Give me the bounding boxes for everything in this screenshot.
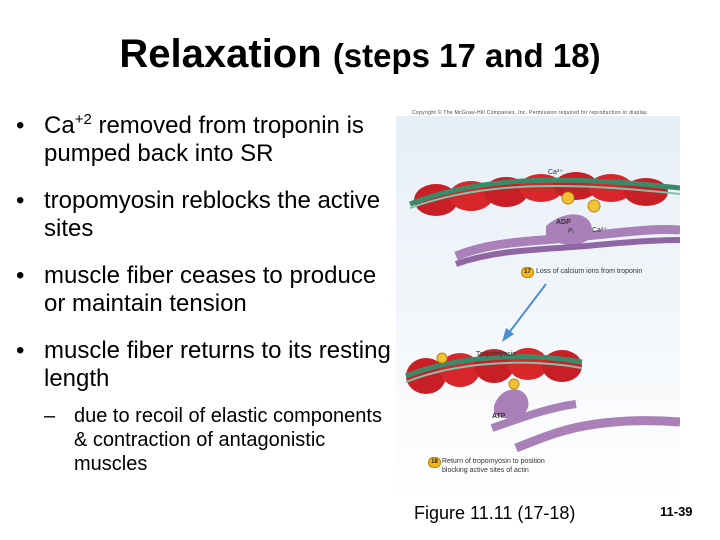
atp-label: ATP bbox=[492, 413, 506, 420]
bullet-text: tropomyosin reblocks the active sites bbox=[44, 187, 381, 242]
relaxation-figure bbox=[396, 108, 680, 504]
figure-caption: Figure 11.11 (17-18) bbox=[414, 503, 576, 523]
troponin-icon bbox=[562, 192, 574, 204]
calcium-label-mid: Ca²⁺ bbox=[592, 227, 607, 234]
title-sub: (steps 17 and 18) bbox=[332, 37, 601, 74]
superscript-charge: +2 bbox=[74, 111, 92, 128]
adp-label: ADP bbox=[556, 219, 571, 226]
step-18-description-line2: blocking active sites of actin bbox=[442, 467, 529, 474]
tropomyosin-label: Tropomyosin bbox=[476, 351, 517, 358]
bullet-text-suffix: removed from troponin is pumped back into SR bbox=[44, 112, 364, 167]
subbullet-text: due to recoil of elastic components & contraction of antagonistic muscles bbox=[74, 405, 382, 475]
bullet-item-resting-length: • muscle fiber returns to its resting length bbox=[16, 337, 391, 392]
bullet-item-tension: • muscle fiber ceases to produce or maintain tension bbox=[16, 262, 377, 317]
step-18-badge: 18 bbox=[428, 457, 441, 468]
title-main: Relaxation bbox=[119, 32, 322, 76]
step-18-description-line1: Return of tropomyosin to position bbox=[442, 458, 545, 465]
bullet-list bbox=[14, 112, 394, 476]
slide-title bbox=[0, 30, 720, 80]
phosphate-label: Pᵢ bbox=[568, 228, 574, 235]
bullet-text: muscle fiber ceases to produce or maintain tension bbox=[44, 262, 377, 317]
bullet-text: muscle fiber returns to its resting length bbox=[44, 337, 391, 392]
bullet-text-prefix: Ca bbox=[44, 112, 75, 139]
step-17-badge: 17 bbox=[521, 267, 534, 278]
bullet-item-ca-removed: • $Ca^{+2}$ removed from troponin is pumped back into SR bbox=[16, 111, 364, 167]
slide-number: 11-39 bbox=[660, 504, 693, 519]
bullet-item-tropomyosin: • tropomyosin reblocks the active sites bbox=[16, 187, 381, 242]
calcium-label-top: Ca²⁺ bbox=[548, 169, 563, 176]
step-17-description: Loss of calcium ions from troponin bbox=[536, 268, 643, 275]
copyright-notice: Copyright © The McGraw-Hill Companies, Inc. Permission required for reproduction or display. bbox=[412, 110, 649, 116]
subbullet-recoil: – due to recoil of elastic components & contraction of antagonistic muscles bbox=[44, 405, 382, 475]
